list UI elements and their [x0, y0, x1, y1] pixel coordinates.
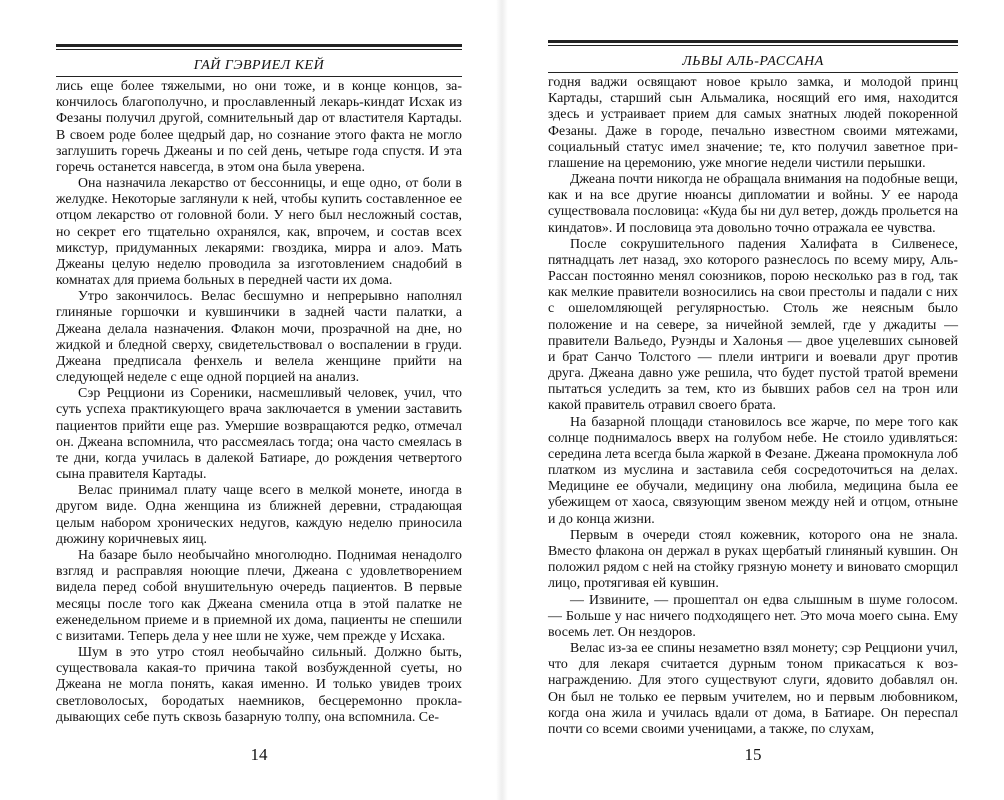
right-page	[502, 0, 1004, 800]
paragraph: На базаре было необычайно многолюдно. Поднимая ненадолго взгляд и расправляя ноющие плечи, Джеана с удовлетворением видела перед собой внушительную очередь пациентов. В первые месяцы после того как Джеана сменила отца в этой палатке не еженедельном приеме и в приемной их дома, пациенты не спешили с визитами. Теперь дела у нее шли не хуже, чем прежде у Исхака.	[56, 547, 462, 644]
paragraph: годня ваджи освящают новое крыло замка, и молодой принц Картады, старший сын Альмалика, носящий его имя, находится здесь и устраивает прием для самых знатных людей покоренной Фезаны. Даже в городе, печально известном своими мятежами, социальный статус имел значение; те, кто получил заветное приглашение на церемонию, уже многие недели чистили перышки.	[548, 75, 958, 171]
header-rule-thick	[548, 40, 958, 43]
page-number: 15	[744, 745, 762, 764]
paragraph: Велас принимал плату чаще всего в мелкой монете, иногда в другом виде. Одна женщина из ближней деревни, страдающая целым набором хронических недугов, каждую неделю приносила дюжину коричневых яиц.	[56, 483, 462, 547]
header-rule-bottom	[56, 76, 462, 77]
paragraph: На базарной площади становилось все жарче, по мере того как солнце поднималось вверх на голубом небе. Не стоило удивляться: середина лета всегда была жаркой в Фезане. Джеана промокнула лоб платком из муслина и заставила себя сосредоточиться на делах. Медицине ее обучали, медицину она любила, медицина была ее убежищем от хаоса, связующим звеном между ней и отцом, отныне и до конца жизни.	[548, 414, 958, 527]
body-text	[548, 75, 958, 738]
paragraph: Велас из-за ее спины незаметно взял монету; сэр Рецциони учил, что для лекаря считается дурным тоном прикасаться к вознаграждению. Для этого существуют слуги, ядовито добавлял он. Он был не только ее первым учителем, но и первым любовником, когда она жила и училась вдали от дома, в Батиаре. Он переспал почти со всеми своими ученицами, а также, по слухам,	[548, 641, 958, 737]
running-head: ЛЬВЫ АЛЬ-РАССАНА	[682, 54, 824, 69]
paragraph: Она назначила лекарство от бессонницы, и еще одно, от боли в желудке. Некоторые заглянули к ней, чтобы купить составленное ее отцом лекарство от головной боли. У него был несложный состав, но секрет его тщательно охранялся, как, впрочем, и состав всех микстур, придуманных лекарями: гвоздика, мирра и алоэ. Мать Джеаны целую неделю проводила за изготовлением снадобий в комнатах для приема больных в передней части их дома.	[56, 176, 462, 289]
paragraph: Первым в очереди стоял кожевник, которого она не знала. Вместо флакона он держал в руках щербатый глиняный кувшин. Он положил рядом с ней на стойку грязную монету и виновато сморщил лицо, протягивая ей кувшин.	[548, 527, 958, 592]
paragraph: — Извините, — прошептал он едва слышным в шуме голосом. — Больше у нас ничего подходящего нет. Это моча моего сына. Ему восемь лет. Он нездоров.	[548, 592, 958, 640]
paragraph: Сэр Рецциони из Сореники, насмешливый человек, учил, что суть успеха практикующего врача заключается в умении заставить пациентов прийти еще раз. Умершие возвращаются редко, отмечал он. Джеана вспомнила, что рассмеялась тогда; она часто смеялась в те дни, когда училась в далекой Батиаре, до рождения четвертого сына правителя Картады.	[56, 386, 462, 483]
running-head: ГАЙ ГЭВРИЕЛ КЕЙ	[193, 58, 325, 73]
paragraph: Шум в это утро стоял необычайно сильный. Должно быть, существовала какая-то причина такой возбужденной суеты, но Джеана не могла понять, какая именно. И только увидев троих светловолосых, бородатых наемников, бесцеремонно прокладывающих себе путь сквозь базарную толпу, она вспомнила. Се-	[56, 645, 462, 725]
paragraph: лись еще более тяжелыми, но они тоже, и в конце концов, закончилось благополучно, и прославленный лекарь-киндат Исхак из Фезаны получил другой, сомнительный дар от властителя Картады. В своем роде более щедрый дар, но сознание этого факта не могло заглушить горечь Джеаны и по сей день, четыре года спустя. И эта горечь останется навсегда, в этом она была уверена.	[56, 79, 462, 175]
paragraph: Утро закончилось. Велас бесшумно и непрерывно наполнял глиняные горшочки и кувшинчики в задней части палатки, а Джеана делала назначения. Флакон мочи, прозрачной на дне, но жидкой и бледной сверху, свидетельствовал о воспалении в груди. Джеана предписала фенхель и велела женщине прийти на следующей неделе с еще одной порцией на анализ.	[56, 289, 462, 386]
header-rule-thick	[56, 44, 462, 47]
body-text	[56, 79, 462, 726]
paragraph: Джеана почти никогда не обращала внимания на подобные вещи, как и на все другие нюансы дипломатии и войны. У ее народа существовала пословица: «Куда бы ни дул ветер, дождь прольется на киндатов». И пословица эта довольно точно отражала ее чувства.	[548, 172, 959, 236]
header-rule-bottom	[548, 72, 958, 73]
paragraph: После сокрушительного падения Халифата в Силвенесе, пятнадцать лет назад, эхо которого разнеслось по всему миру, Аль-Рассан постоянно менял союзников, порою несколько раз в год, так как мелкие правители возносились на свои престолы и падали с них с ошеломляющей регулярностью. Столь же неясным было положение и на севере, за ничейной землей, где у джадиты — правители Вальедо, Руэнды и Халонья — двое уцелевших сыновей и брат Санчо Толстого — плели интриги и воевали друг против друга. Джеана давно уже решила, что будет пустой тратой времени пытаться уследить за тем, кто из бывших рабов сел на трон или какой правитель отравил своего брата.	[548, 236, 958, 414]
header-rule-thin	[548, 45, 958, 46]
page-number: 14	[250, 745, 268, 764]
header-rule-thin	[56, 49, 462, 50]
